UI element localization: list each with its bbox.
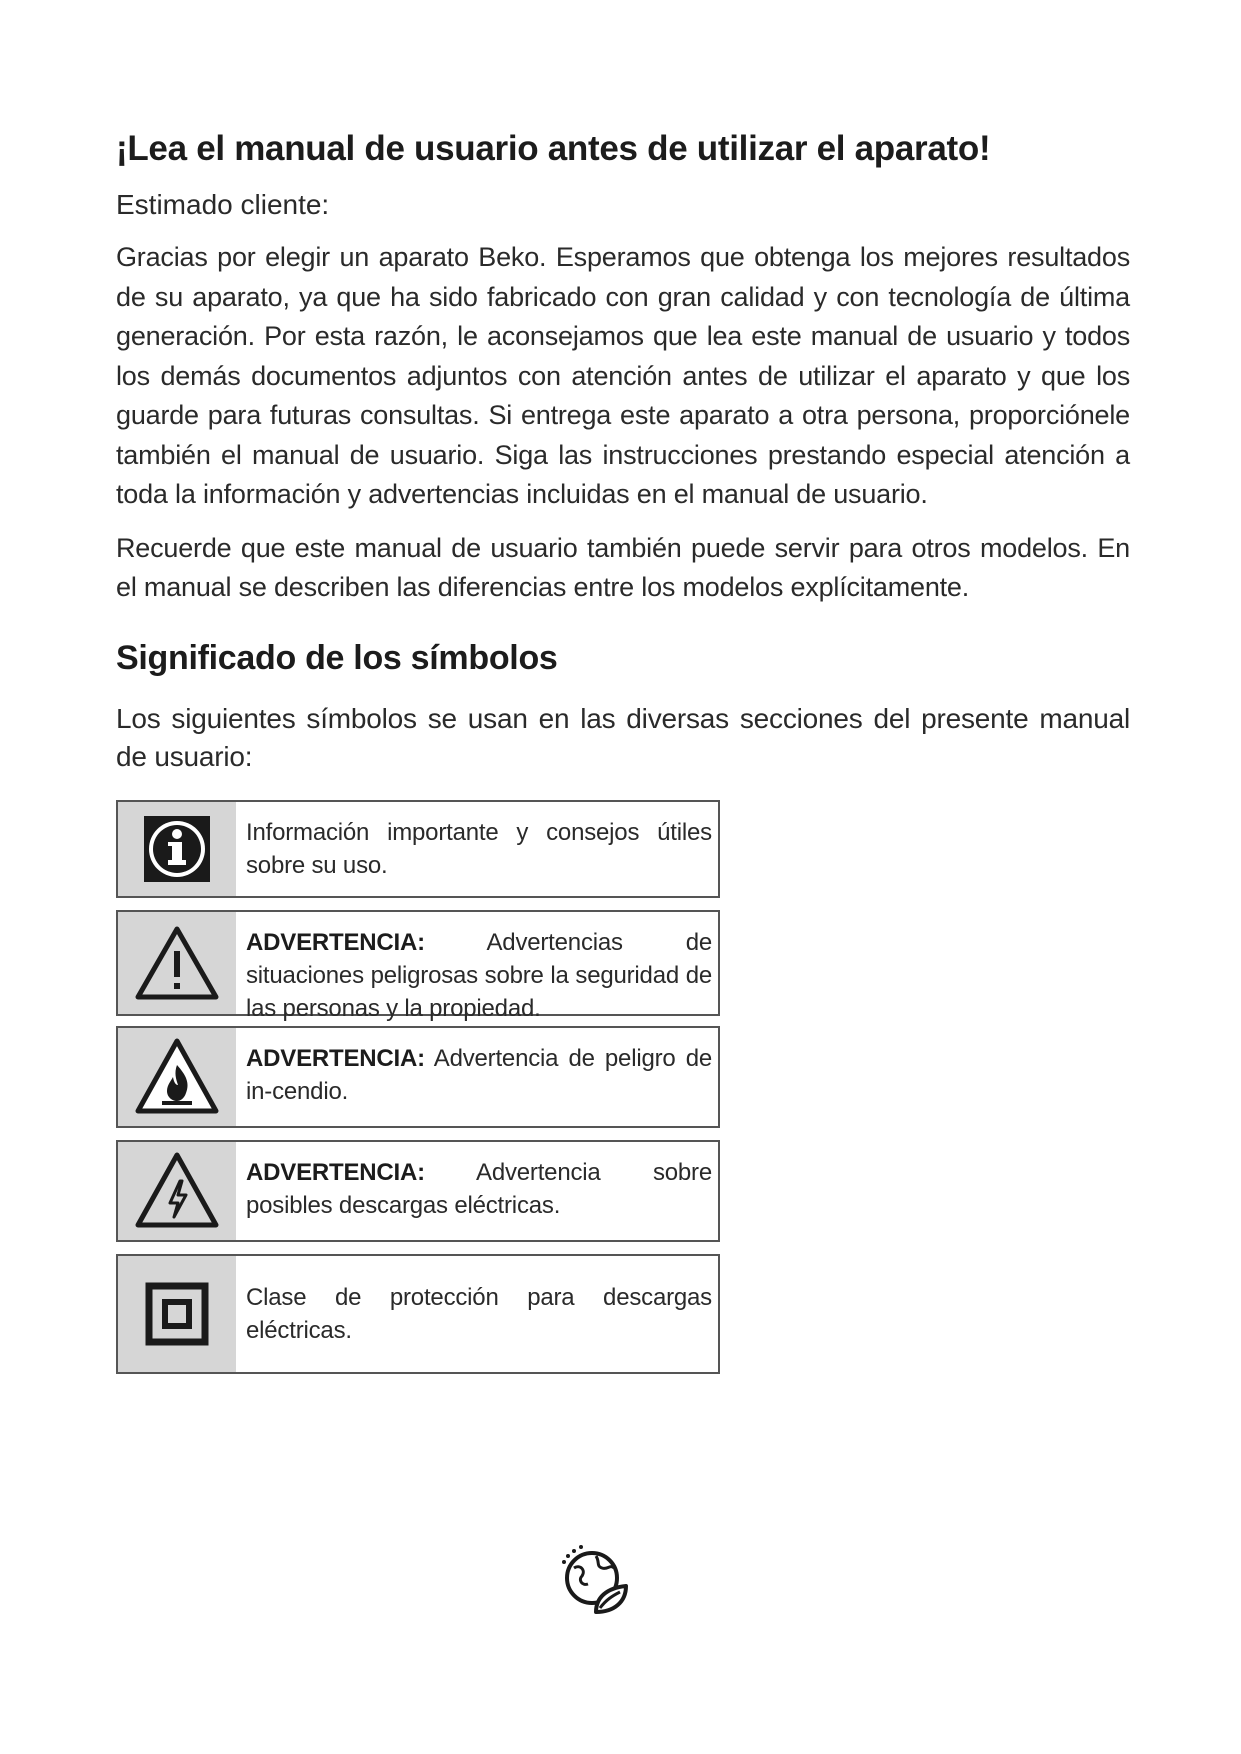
section-intro: Los siguientes símbolos se usan en las diversas secciones del presente manual de usuario: — [116, 702, 1130, 772]
symbol-row — [116, 800, 720, 898]
page-title: ¡Lea el manual de usuario antes de utilizar el aparato! — [116, 129, 991, 168]
warning-label: ADVERTENCIA: — [246, 929, 425, 956]
symbol-text: Información importante y consejos útiles sobre su uso. — [246, 819, 712, 879]
paragraph-models: Recuerde que este manual de usuario también puede servir para otros modelos. En el manual se describen las diferencias entre los modelos explícitamente. — [116, 532, 1130, 602]
greeting: Estimado cliente: — [116, 189, 330, 220]
symbol-description — [236, 802, 718, 896]
symbol-row — [116, 1140, 720, 1242]
symbol-description — [236, 912, 718, 1022]
symbol-row — [116, 1254, 720, 1374]
symbol-text: Advertencia de peligro de in-cendio. — [246, 1045, 712, 1105]
info-icon — [118, 802, 236, 896]
section-title: Significado de los símbolos — [116, 638, 558, 677]
eco-globe-leaf-icon — [556, 1542, 632, 1618]
fire-warning-icon — [118, 1028, 236, 1126]
warning-label: ADVERTENCIA: — [246, 1045, 425, 1072]
warning-label: ADVERTENCIA: — [246, 1159, 425, 1186]
paragraph-intro: Gracias por elegir un aparato Beko. Esperamos que obtenga los mejores resultados de su aparato, ya que ha sido fabricado con gran calidad y con tecnología de última generación. Por esta razón, le aconsejamos que lea este manual de usuario y todos los demás documentos adjuntos con atención antes de utilizar el aparato y que los guarde para futuras consultas. Si entrega este aparato a otra persona, proporciónele también el manual de usuario. Siga las instrucciones prestando especial atención a toda la información y advertencias incluidas en el manual de usuario. — [116, 242, 1130, 509]
electric-warning-icon — [118, 1142, 236, 1240]
symbol-text: Clase de protección para descargas eléctricas. — [246, 1284, 712, 1344]
symbol-description — [236, 1256, 718, 1372]
symbol-description — [236, 1028, 718, 1126]
protection-class-icon — [118, 1256, 236, 1372]
symbol-row — [116, 910, 720, 1022]
symbol-text: Advertencias de situaciones peligrosas sobre la seguridad de las personas y la propiedad. — [246, 929, 712, 1022]
symbol-description — [236, 1142, 718, 1240]
warning-icon — [118, 912, 236, 1014]
page-content — [116, 128, 1130, 776]
symbol-row — [116, 1026, 720, 1128]
symbol-text: Advertencia sobre posibles descargas eléctricas. — [246, 1159, 712, 1219]
